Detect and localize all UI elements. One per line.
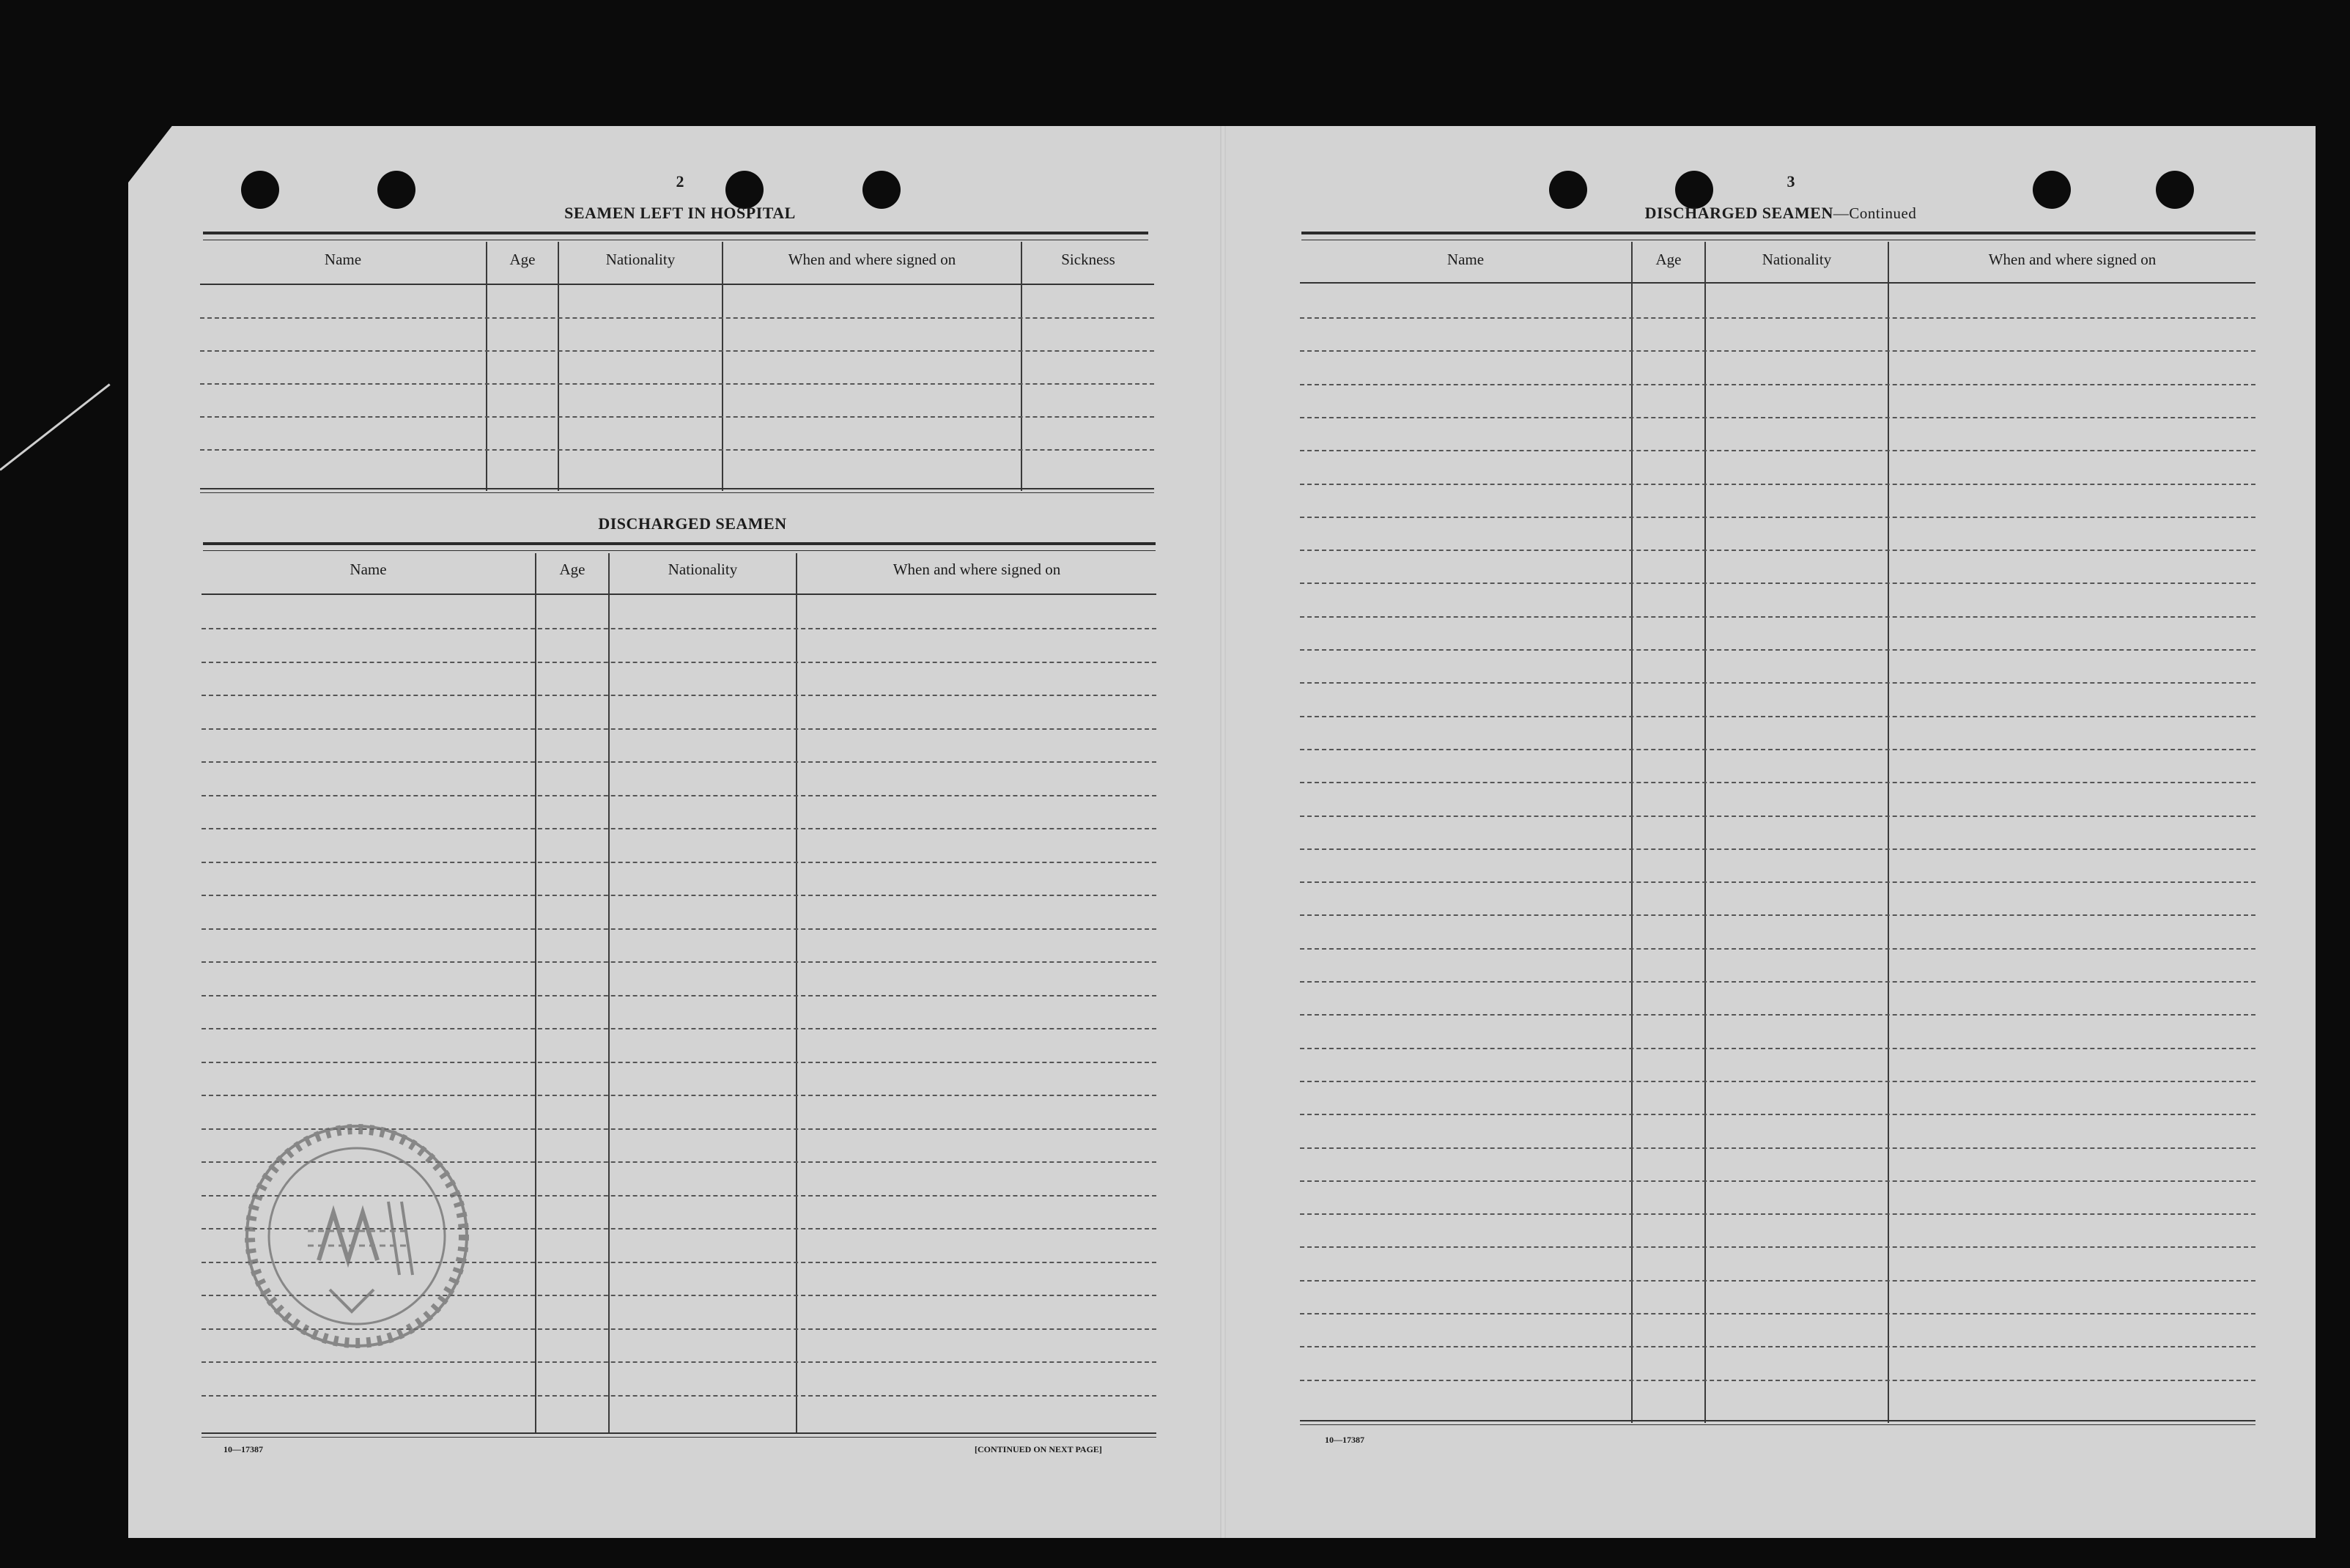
section-title-suffix: —Continued bbox=[1833, 204, 1917, 222]
column-divider bbox=[535, 553, 536, 1432]
row-line bbox=[1300, 649, 2255, 651]
row-line bbox=[202, 1361, 1156, 1363]
table-bottom-rule bbox=[200, 488, 1154, 493]
form-number: 10—17387 bbox=[1325, 1435, 1364, 1445]
col-header-nationality: Nationality bbox=[668, 561, 738, 578]
customs-stamp bbox=[242, 1121, 473, 1352]
discharged-continued-title bbox=[1616, 204, 1946, 223]
col-header-name: Name bbox=[350, 561, 387, 578]
row-line bbox=[1300, 1180, 2255, 1182]
col-header-name: Name bbox=[324, 251, 362, 268]
row-line bbox=[202, 828, 1156, 829]
row-line bbox=[200, 383, 1154, 385]
row-line bbox=[202, 1028, 1156, 1029]
hospital-table bbox=[200, 242, 1154, 493]
row-line bbox=[1300, 517, 2255, 518]
row-line bbox=[1300, 914, 2255, 916]
row-line bbox=[202, 1095, 1156, 1096]
col-header-name: Name bbox=[1446, 251, 1485, 268]
form-number: 10—17387 bbox=[223, 1444, 263, 1454]
col-header-age: Age bbox=[509, 251, 536, 268]
row-line bbox=[1300, 881, 2255, 883]
row-line bbox=[202, 862, 1156, 863]
row-line bbox=[202, 795, 1156, 796]
row-line bbox=[1300, 384, 2255, 385]
row-line bbox=[1300, 1081, 2255, 1082]
row-line bbox=[1300, 583, 2255, 584]
header-rule bbox=[200, 284, 1154, 285]
row-line bbox=[1300, 550, 2255, 551]
row-line bbox=[200, 449, 1154, 451]
row-line bbox=[202, 1395, 1156, 1397]
page-number: 2 bbox=[676, 172, 684, 191]
row-line bbox=[200, 317, 1154, 319]
row-line bbox=[1300, 1048, 2255, 1049]
column-divider bbox=[558, 242, 559, 491]
col-header-age: Age bbox=[1655, 251, 1682, 268]
column-divider bbox=[1704, 242, 1706, 1423]
row-line bbox=[1300, 1313, 2255, 1314]
col-header-signed-on: When and where signed on bbox=[788, 251, 956, 268]
row-line bbox=[200, 416, 1154, 418]
row-line bbox=[1300, 417, 2255, 418]
column-divider bbox=[1631, 242, 1633, 1423]
col-header-nationality: Nationality bbox=[605, 251, 676, 268]
punch-hole bbox=[377, 171, 415, 209]
row-line bbox=[1300, 1014, 2255, 1016]
punch-hole bbox=[2033, 171, 2071, 209]
row-line bbox=[1300, 749, 2255, 750]
row-line bbox=[1300, 1213, 2255, 1215]
continued-note: [CONTINUED ON NEXT PAGE] bbox=[975, 1444, 1102, 1454]
row-line bbox=[1300, 716, 2255, 717]
row-line bbox=[1300, 1147, 2255, 1149]
row-line bbox=[1300, 1280, 2255, 1282]
col-header-signed-on: When and where signed on bbox=[1988, 251, 2157, 268]
punch-hole bbox=[2156, 171, 2194, 209]
col-header-sickness: Sickness bbox=[1061, 251, 1115, 268]
punch-hole bbox=[241, 171, 279, 209]
discharged-continued-table bbox=[1300, 242, 2255, 1429]
edge-scratch bbox=[0, 383, 111, 470]
page-number: 3 bbox=[1786, 172, 1795, 191]
title-rule bbox=[1301, 232, 2255, 240]
row-line bbox=[1300, 616, 2255, 618]
row-line bbox=[202, 761, 1156, 763]
row-line bbox=[202, 695, 1156, 696]
row-line bbox=[1300, 484, 2255, 485]
row-line bbox=[1300, 948, 2255, 950]
column-divider bbox=[796, 553, 797, 1432]
title-rule bbox=[203, 232, 1148, 240]
col-header-signed-on: When and where signed on bbox=[893, 561, 1061, 578]
table-bottom-rule bbox=[202, 1432, 1156, 1438]
row-line bbox=[202, 928, 1156, 930]
row-line bbox=[1300, 816, 2255, 817]
row-line bbox=[1300, 1246, 2255, 1248]
column-divider bbox=[1888, 242, 1889, 1423]
column-divider bbox=[608, 553, 610, 1432]
row-line bbox=[1300, 981, 2255, 983]
row-line bbox=[1300, 848, 2255, 850]
row-line bbox=[202, 728, 1156, 730]
col-header-nationality: Nationality bbox=[1762, 251, 1832, 268]
row-line bbox=[202, 662, 1156, 663]
row-line bbox=[202, 995, 1156, 996]
table-bottom-rule bbox=[1300, 1420, 2255, 1425]
row-line bbox=[202, 961, 1156, 963]
title-rule bbox=[203, 542, 1156, 551]
column-divider bbox=[1021, 242, 1022, 491]
row-line bbox=[1300, 782, 2255, 783]
punch-hole bbox=[1549, 171, 1587, 209]
section-title-text: DISCHARGED SEAMEN bbox=[1644, 204, 1833, 222]
col-header-age: Age bbox=[559, 561, 585, 578]
row-line bbox=[1300, 1114, 2255, 1115]
row-line bbox=[1300, 1380, 2255, 1381]
discharged-section-title: DISCHARGED SEAMEN bbox=[598, 514, 787, 533]
row-line bbox=[202, 1062, 1156, 1063]
column-divider bbox=[722, 242, 723, 491]
row-line bbox=[1300, 450, 2255, 451]
row-line bbox=[200, 350, 1154, 352]
row-line bbox=[1300, 350, 2255, 352]
row-line bbox=[202, 628, 1156, 629]
row-line bbox=[202, 895, 1156, 896]
punch-hole bbox=[862, 171, 901, 209]
header-rule bbox=[1300, 282, 2255, 284]
header-rule bbox=[202, 593, 1156, 595]
column-divider bbox=[486, 242, 487, 491]
row-line bbox=[1300, 317, 2255, 319]
row-line bbox=[1300, 682, 2255, 684]
page-fold bbox=[1220, 126, 1226, 1538]
hospital-section-title: SEAMEN LEFT IN HOSPITAL bbox=[564, 204, 796, 222]
row-line bbox=[1300, 1346, 2255, 1347]
